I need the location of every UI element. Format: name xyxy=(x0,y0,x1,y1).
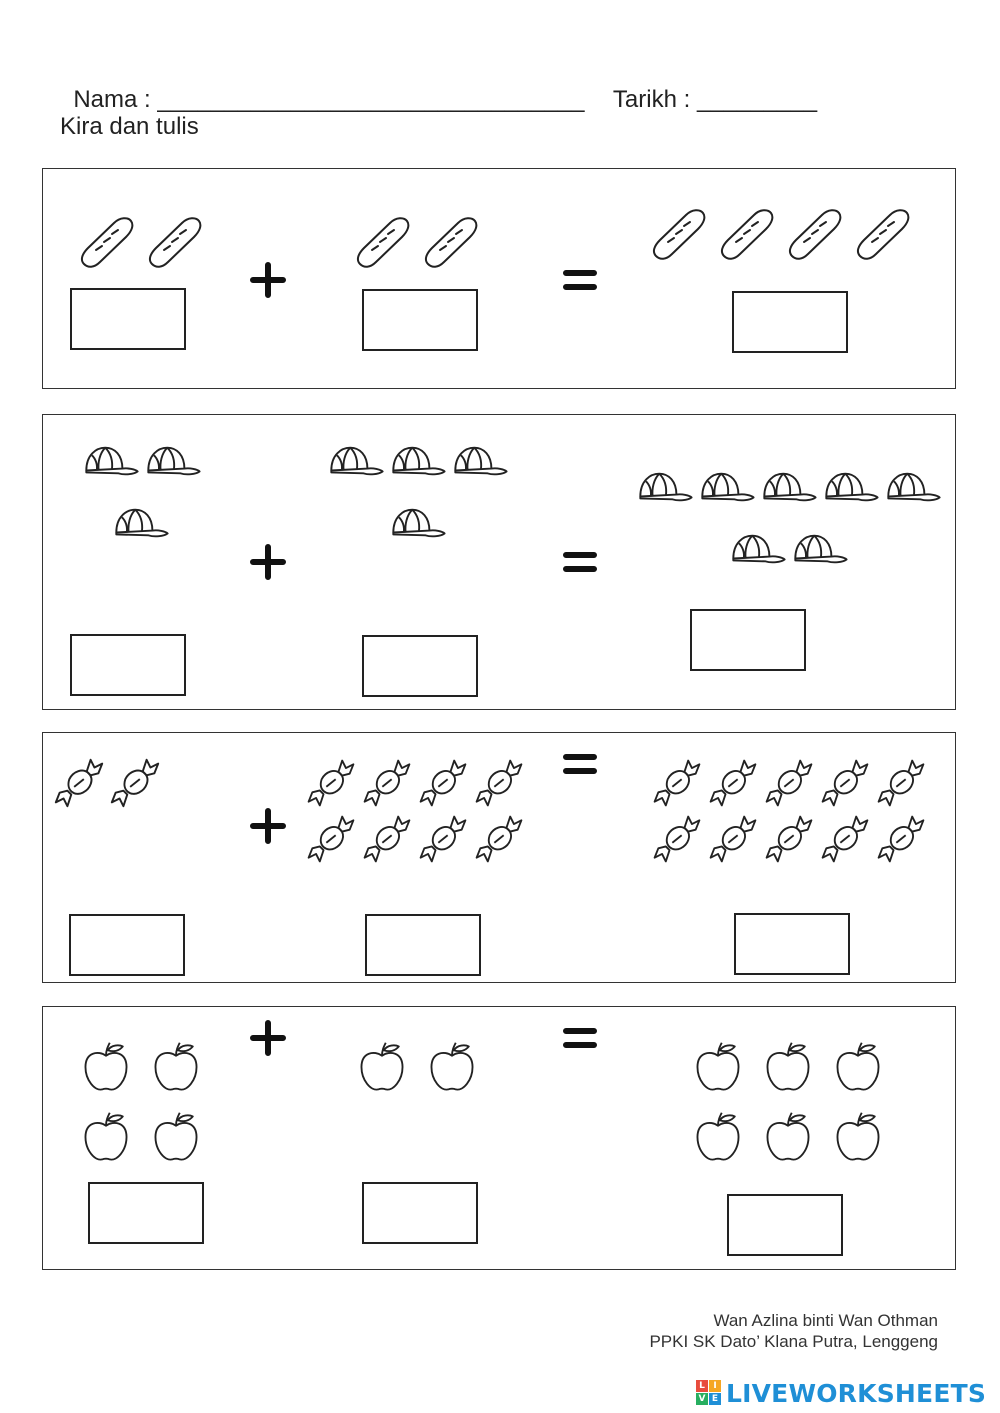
cap-icon xyxy=(82,442,140,480)
date-label: Tarikh : xyxy=(612,86,697,113)
candy-icon xyxy=(873,755,929,811)
bread-icon xyxy=(420,214,480,274)
name-label: Nama : xyxy=(73,86,158,113)
candy-icon xyxy=(873,811,929,867)
candy-icon xyxy=(359,755,415,811)
apple-icon xyxy=(78,1036,134,1098)
candy-icon xyxy=(705,755,761,811)
instruction-text: Kira dan tulis xyxy=(60,113,199,140)
cap-icon xyxy=(451,442,509,480)
apple-icon xyxy=(690,1036,746,1098)
cap-icon xyxy=(791,530,849,568)
answer-box-4a[interactable] xyxy=(88,1182,204,1244)
equals-icon xyxy=(560,1018,600,1058)
liveworksheets-logo[interactable] xyxy=(696,1378,986,1408)
cap-icon xyxy=(884,468,942,506)
plus-icon xyxy=(248,806,288,846)
apple-icon xyxy=(354,1036,410,1098)
cap-icon xyxy=(389,442,447,480)
candy-icon xyxy=(471,755,527,811)
name-field-row xyxy=(60,58,585,114)
bread-icon xyxy=(784,206,844,266)
equals-icon xyxy=(560,542,600,582)
cap-icon xyxy=(112,504,170,542)
cap-icon xyxy=(698,468,756,506)
apple-icon xyxy=(424,1036,480,1098)
apple-icon xyxy=(830,1106,886,1168)
candy-icon xyxy=(50,754,108,812)
apple-icon xyxy=(760,1036,816,1098)
cap-icon xyxy=(144,442,202,480)
answer-box-4c[interactable] xyxy=(727,1194,843,1256)
candy-icon xyxy=(705,811,761,867)
answer-box-1c[interactable] xyxy=(732,291,848,353)
school-credit: PPKI SK Dato’ Klana Putra, Lenggeng xyxy=(649,1332,938,1351)
answer-box-2b[interactable] xyxy=(362,635,478,697)
answer-box-3a[interactable] xyxy=(69,914,185,976)
apple-icon xyxy=(690,1106,746,1168)
candy-icon xyxy=(359,811,415,867)
answer-box-1a[interactable] xyxy=(70,288,186,350)
plus-icon xyxy=(248,1018,288,1058)
candy-icon xyxy=(649,811,705,867)
author-credit: Wan Azlina binti Wan Othman xyxy=(713,1311,938,1330)
answer-box-2a[interactable] xyxy=(70,634,186,696)
apple-icon xyxy=(148,1036,204,1098)
candy-icon xyxy=(415,811,471,867)
liveworksheets-wordmark: LIVEWORKSHEETS xyxy=(726,1378,987,1408)
apple-icon xyxy=(78,1106,134,1168)
candy-icon xyxy=(303,811,359,867)
candy-icon xyxy=(761,811,817,867)
apple-icon xyxy=(148,1106,204,1168)
apple-icon xyxy=(760,1106,816,1168)
answer-box-1b[interactable] xyxy=(362,289,478,351)
equals-icon xyxy=(560,260,600,300)
plus-icon xyxy=(248,542,288,582)
bread-icon xyxy=(144,214,204,274)
cap-icon xyxy=(389,504,447,542)
date-field-row xyxy=(600,58,817,114)
candy-icon xyxy=(817,811,873,867)
bread-icon xyxy=(648,206,708,266)
candy-icon xyxy=(106,754,164,812)
equals-icon xyxy=(560,744,600,784)
cap-icon xyxy=(822,468,880,506)
cap-icon xyxy=(636,468,694,506)
candy-icon xyxy=(761,755,817,811)
candy-icon xyxy=(303,755,359,811)
cap-icon xyxy=(327,442,385,480)
bread-icon xyxy=(76,214,136,274)
candy-icon xyxy=(649,755,705,811)
liveworksheets-badge-icon: L I V E xyxy=(696,1380,722,1406)
cap-icon xyxy=(760,468,818,506)
date-blank[interactable]: _________ xyxy=(696,86,818,113)
name-blank[interactable]: ________________________________ xyxy=(157,86,585,113)
bread-icon xyxy=(352,214,412,274)
plus-icon xyxy=(248,260,288,300)
candy-icon xyxy=(817,755,873,811)
problem-1-panel xyxy=(42,168,956,389)
candy-icon xyxy=(415,755,471,811)
answer-box-3b[interactable] xyxy=(365,914,481,976)
answer-box-3c[interactable] xyxy=(734,913,850,975)
cap-icon xyxy=(729,530,787,568)
candy-icon xyxy=(471,811,527,867)
answer-box-4b[interactable] xyxy=(362,1182,478,1244)
bread-icon xyxy=(716,206,776,266)
answer-box-2c[interactable] xyxy=(690,609,806,671)
apple-icon xyxy=(830,1036,886,1098)
bread-icon xyxy=(852,206,912,266)
